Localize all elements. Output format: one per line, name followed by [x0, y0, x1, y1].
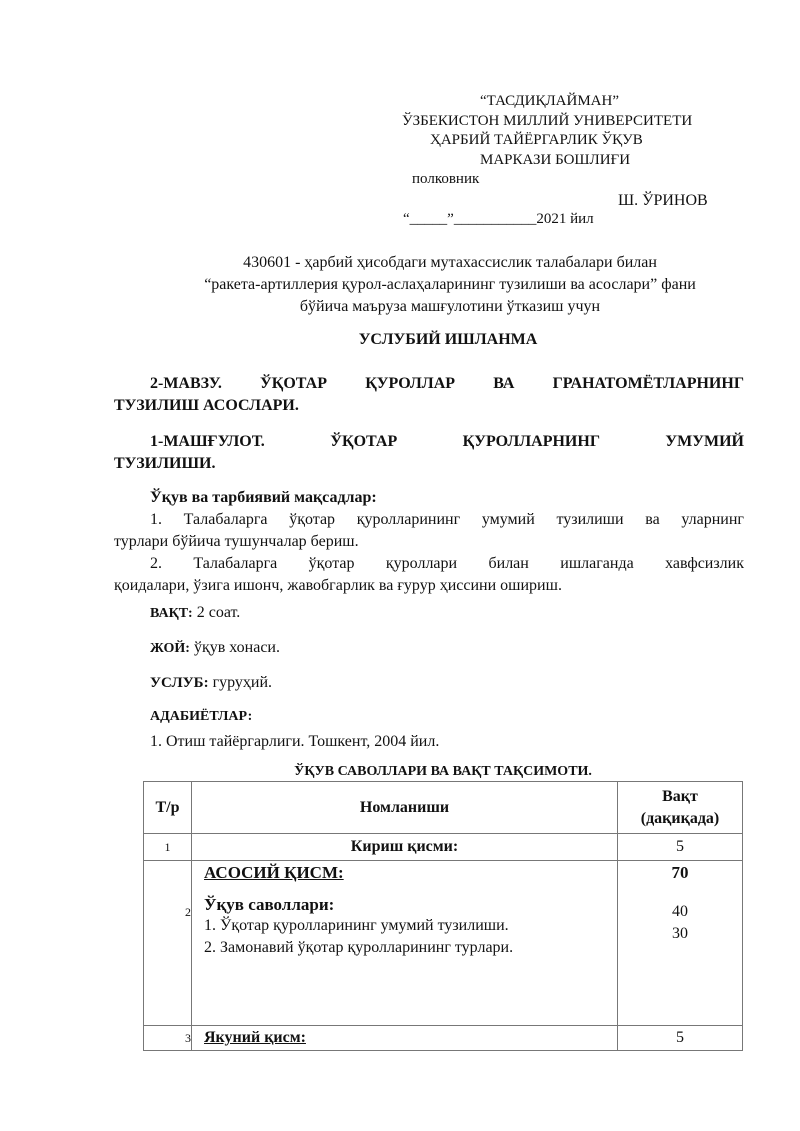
lesson-line: 1-МАШҒУЛОТ. ЎҚОТАР ҚУРОЛЛАРНИНГ УМУМИЙ — [150, 433, 744, 450]
row-name-cell — [192, 861, 618, 1026]
row-time-cell — [618, 861, 743, 1026]
question-time: 40 — [672, 903, 688, 920]
place-label: ЖОЙ: — [150, 641, 190, 656]
intro-line: “ракета-артиллерия қурол-аслаҳаларининг тузилиши ва асослари” фани — [204, 276, 696, 293]
question-item: 2. Замонавий ўқотар қуролларининг турлари. — [204, 939, 514, 956]
approval-date: “_____”___________2021 йил — [403, 211, 594, 227]
lesson-heading — [114, 431, 744, 475]
question-time: 30 — [672, 925, 688, 942]
place-line — [150, 639, 280, 657]
questions-heading: Ўқув саволлари: — [204, 895, 335, 914]
topic-heading — [114, 373, 744, 417]
row-time: 5 — [618, 834, 743, 861]
goals-section — [114, 487, 744, 597]
goals-heading: Ўқув ва тарбиявий мақсадлар: — [150, 489, 377, 506]
row-name: АСОСИЙ ҚИСМ: — [204, 863, 344, 882]
goal-item-cont: турлари бўйича тушунчалар бериш. — [114, 533, 359, 550]
table-row — [144, 861, 743, 1026]
table-title: ЎҚУВ САВОЛЛАРИ ВА ВАҚТ ТАҚСИМОТИ. — [294, 764, 592, 779]
intro-line: бўйича маъруза машғулотини ўтказиш учун — [299, 298, 601, 315]
table-row — [144, 834, 743, 861]
header-time-l2: (дақиқада) — [640, 809, 720, 827]
approval-signatory: Ш. ЎРИНОВ — [618, 191, 708, 209]
row-name: Кириш қисми: — [192, 834, 618, 861]
literature-label-line — [150, 707, 252, 725]
row-num: 1 — [144, 834, 192, 861]
intro-line: 430601 - ҳарбий ҳисобдаги мутахассислик талабалари билан — [243, 254, 657, 271]
time-line — [150, 604, 240, 622]
method-line — [150, 674, 272, 692]
row-name: Якуний қисм: — [192, 1026, 618, 1051]
goal-item-cont: қоидалари, ўзига ишонч, жавобгарлик ва ғурур ҳиссини ошириш. — [114, 577, 562, 594]
approval-rank: полковник — [412, 171, 480, 187]
schedule-table — [143, 781, 743, 1051]
topic-line: ТУЗИЛИШ АСОСЛАРИ. — [114, 397, 299, 414]
literature-label: АДАБИЁТЛАР: — [150, 709, 253, 724]
table-row — [144, 1026, 743, 1051]
place-value: ўқув хонаси. — [189, 639, 280, 656]
approval-title: “ТАСДИҚЛАЙМАН” — [480, 93, 619, 109]
header-time-l1: Вақт — [662, 787, 698, 805]
goal-item: 1. Талабаларга ўқотар қуролларининг умумий тузилиши ва уларнинг — [150, 511, 744, 528]
goal-item: 2. Талабаларга ўқотар қуроллари билан ишлаганда хавфсизлик — [150, 555, 744, 572]
approval-block — [400, 92, 730, 230]
time-value: 2 соат. — [192, 604, 241, 621]
literature-item: 1. Отиш тайёргарлиги. Тошкент, 2004 йил. — [150, 733, 440, 750]
topic-line: 2-МАВЗУ. ЎҚОТАР ҚУРОЛЛАР ВА ГРАНАТОМЁТЛАРНИНГ — [150, 375, 744, 392]
approval-head: МАРКАЗИ БОШЛИҒИ — [480, 151, 631, 168]
header-num: Т/р — [144, 782, 192, 834]
question-item: 1. Ўқотар қуролларининг умумий тузилиши. — [204, 917, 509, 934]
time-label: ВАҚТ: — [150, 606, 193, 621]
header-name: Номланиши — [192, 782, 618, 834]
approval-center: ҲАРБИЙ ТАЙЁРГАРЛИК ЎҚУВ — [430, 132, 643, 148]
method-value: гуруҳий. — [208, 674, 273, 691]
lesson-line: ТУЗИЛИШИ. — [114, 455, 216, 472]
row-time: 5 — [618, 1026, 743, 1051]
document-title: УСЛУБИЙ ИШЛАНМА — [358, 331, 538, 348]
intro-text — [150, 252, 750, 318]
method-label: УСЛУБ: — [150, 675, 209, 691]
approval-university: ЎЗБЕКИСТОН МИЛЛИЙ УНИВЕРСИТЕТИ — [402, 112, 693, 129]
row-num: 3 — [144, 1026, 192, 1051]
row-num: 2 — [144, 861, 192, 1026]
header-time — [618, 782, 743, 834]
row-time: 70 — [671, 863, 689, 882]
table-header-row — [144, 782, 743, 834]
